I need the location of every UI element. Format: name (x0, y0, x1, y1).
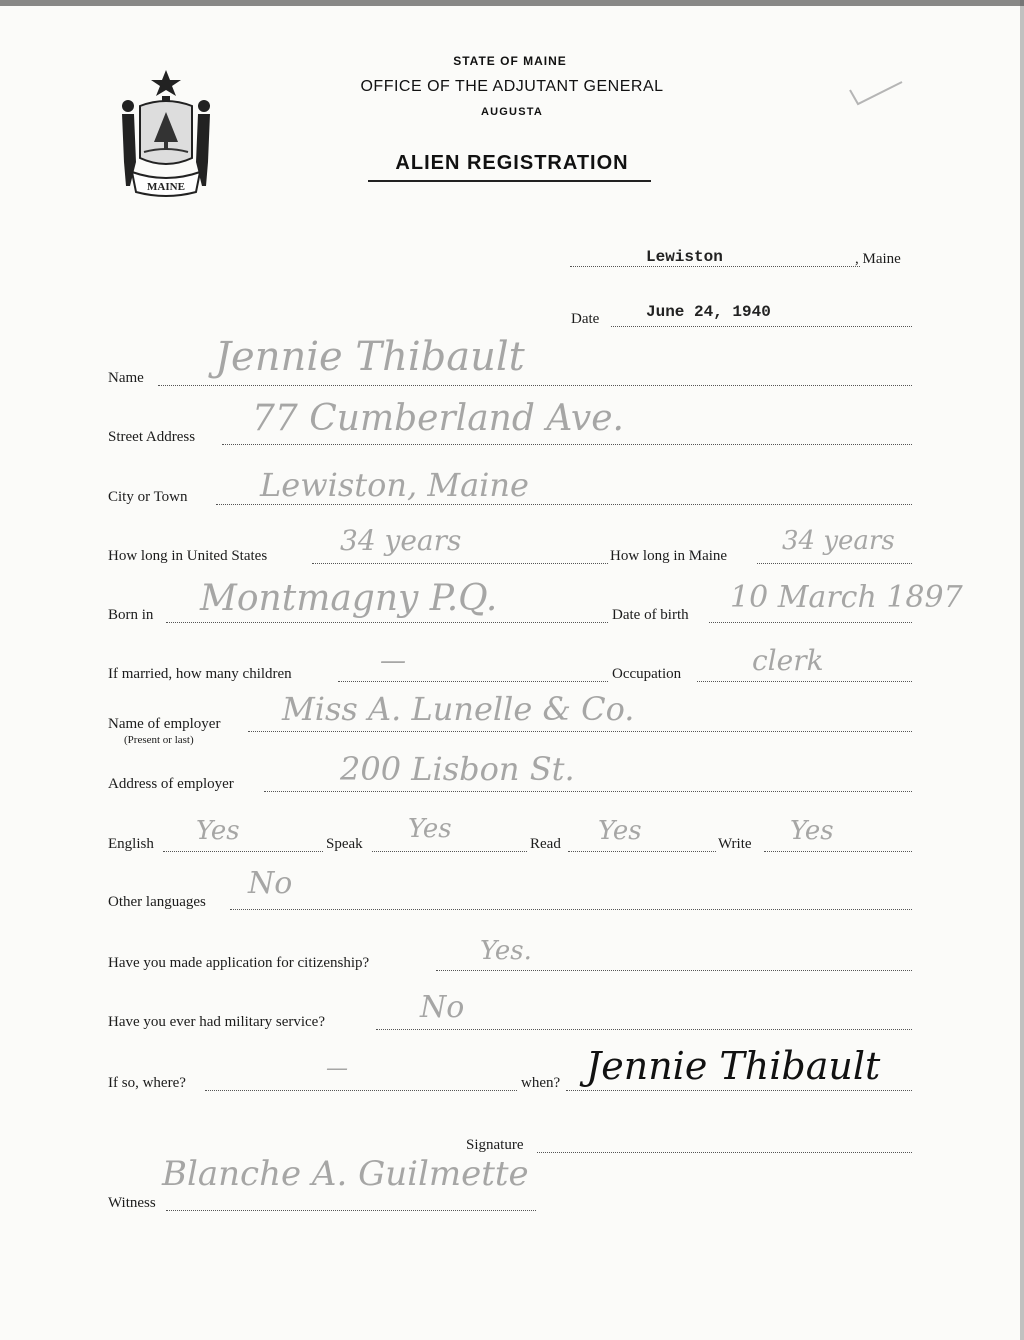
when-line (566, 1090, 912, 1091)
write-line (764, 851, 912, 852)
place-line (570, 266, 860, 267)
born-in-label: Born in (108, 607, 154, 623)
dob-line (709, 622, 912, 623)
street-label: Street Address (108, 429, 196, 445)
check-mark-icon (846, 76, 906, 112)
employer-address-label: Address of employer (108, 776, 234, 792)
citizenship-value[interactable]: Yes. (480, 936, 532, 966)
years-us-line (312, 563, 608, 564)
dob-value[interactable]: 10 March 1897 (730, 580, 963, 615)
witness-label: Witness (108, 1195, 156, 1211)
title-underline (368, 180, 651, 182)
seal-text: MAINE (147, 181, 185, 193)
speak-value[interactable]: Yes (408, 814, 452, 844)
scan-edge-right (1020, 0, 1024, 1340)
employer-line (248, 731, 912, 732)
children-value[interactable]: — (380, 646, 406, 676)
place-suffix: , Maine (855, 251, 901, 267)
english-line (163, 851, 323, 852)
speak-line (372, 851, 527, 852)
dob-label: Date of birth (612, 607, 689, 623)
witness-value[interactable]: Blanche A. Guilmette (162, 1154, 529, 1194)
children-line (338, 681, 608, 682)
years-us-value[interactable]: 34 years (340, 524, 462, 557)
date-value[interactable]: June 24, 1940 (646, 303, 771, 321)
years-maine-value[interactable]: 34 years (782, 526, 895, 556)
where-value[interactable]: — (326, 1056, 348, 1081)
occupation-line (697, 681, 912, 682)
speak-label: Speak (326, 836, 363, 852)
employer-address-value[interactable]: 200 Lisbon St. (340, 750, 575, 788)
citizenship-line (436, 970, 912, 971)
years-us-label: How long in United States (108, 548, 268, 564)
employer-label: Name of employer (108, 716, 221, 732)
citizenship-label: Have you made application for citizenship? (108, 955, 370, 971)
read-label: Read (530, 836, 561, 852)
occupation-value[interactable]: clerk (752, 644, 824, 677)
city-value[interactable]: Lewiston, Maine (260, 466, 529, 504)
occupation-label: Occupation (612, 666, 682, 682)
place-value[interactable]: Lewiston (646, 248, 723, 266)
read-value[interactable]: Yes (598, 816, 642, 846)
date-line (611, 326, 912, 327)
scan-edge-top (0, 0, 1024, 6)
other-languages-line (230, 909, 912, 910)
employer-sublabel: (Present or last) (124, 734, 194, 746)
city-label: City or Town (108, 489, 188, 505)
signature-label: Signature (466, 1137, 524, 1153)
write-value[interactable]: Yes (790, 816, 834, 846)
signature-line (537, 1152, 912, 1153)
military-value[interactable]: No (420, 990, 465, 1025)
name-value[interactable]: Jennie Thibault (215, 334, 525, 380)
witness-line (166, 1210, 536, 1211)
city-line (216, 504, 912, 505)
name-label: Name (108, 370, 144, 386)
signature-value[interactable]: Jennie Thibault (586, 1044, 881, 1088)
born-in-line (166, 622, 608, 623)
form-title: ALIEN REGISTRATION (395, 152, 629, 174)
read-line (568, 851, 716, 852)
office-heading: OFFICE OF THE ADJUTANT GENERAL (360, 78, 664, 95)
employer-value[interactable]: Miss A. Lunelle & Co. (282, 690, 635, 728)
street-line (222, 444, 912, 445)
military-label: Have you ever had military service? (108, 1014, 325, 1030)
where-label: If so, where? (108, 1075, 186, 1091)
years-maine-line (757, 563, 912, 564)
state-heading: STATE OF MAINE (453, 54, 567, 68)
military-line (376, 1029, 912, 1030)
name-line (158, 385, 912, 386)
years-maine-label: How long in Maine (610, 548, 728, 564)
other-languages-value[interactable]: No (248, 866, 293, 901)
employer-address-line (264, 791, 912, 792)
other-languages-label: Other languages (108, 894, 206, 910)
english-value[interactable]: Yes (196, 816, 240, 846)
children-label: If married, how many children (108, 666, 292, 682)
when-label: when? (521, 1075, 561, 1091)
born-in-value[interactable]: Montmagny P.Q. (200, 578, 498, 619)
where-line (205, 1090, 517, 1091)
write-label: Write (718, 836, 752, 852)
street-value[interactable]: 77 Cumberland Ave. (252, 398, 624, 439)
english-label: English (108, 836, 154, 852)
date-label: Date (571, 311, 600, 327)
city-heading: AUGUSTA (481, 106, 543, 118)
